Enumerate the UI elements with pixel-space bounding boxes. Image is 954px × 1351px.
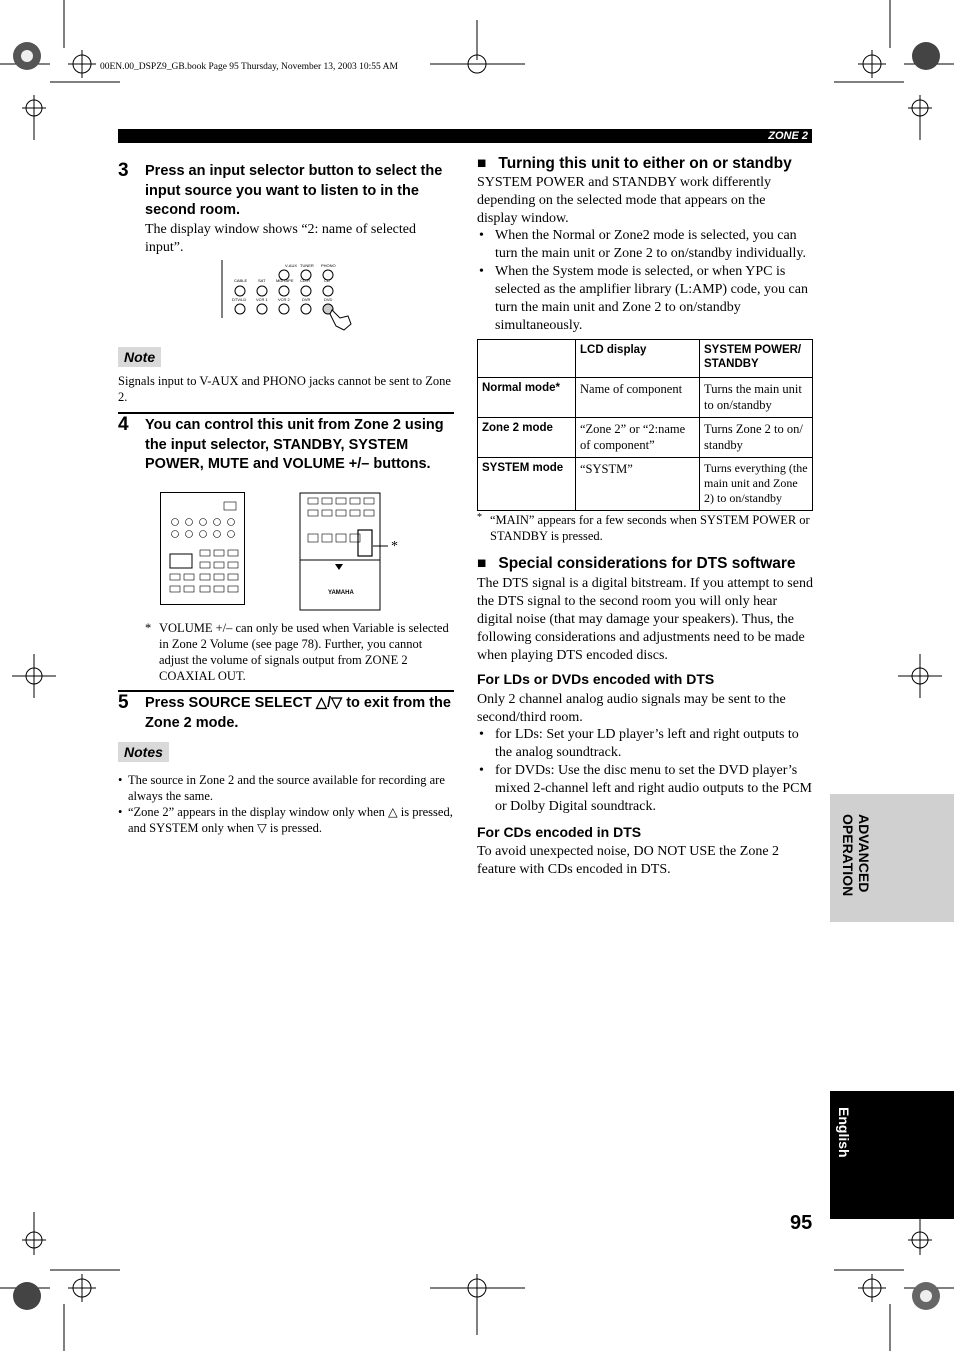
- notes-item: • The source in Zone 2 and the source available for recording are always the same.: [118, 772, 455, 804]
- input-selector-illustration: [220, 258, 352, 332]
- table-row: [478, 418, 813, 458]
- lbl-dvr: DVR: [302, 297, 311, 302]
- side-tab-advanced-operation[interactable]: [830, 794, 954, 922]
- note-text: Signals input to V-AUX and PHONO jacks cannot be sent to Zone 2.: [118, 374, 451, 404]
- subsection-ld-dvd-intro: Only 2 channel analog audio signals may be sent to the second/third room.: [477, 692, 786, 725]
- power-bullet: • When the System mode is selected, or when YPC is selected as the amplifier library (L:AMP) code, you can turn the main unit and Zone 2 to on/standby simultaneously.: [477, 263, 815, 335]
- ld-dvd-bullet: • for DVDs: Use the disc menu to set the DVD player’s mixed 2-channel left and right audio outputs to the PCM or Dolby Digital soundtrack.: [477, 762, 815, 816]
- lbl-tuner: TUNER: [300, 263, 314, 268]
- lbl-dvd: DVD: [324, 297, 333, 302]
- section-power-title-text: Turning this unit to either on or standby: [498, 155, 792, 172]
- table-footnote-mark: *: [477, 512, 482, 523]
- section-marker: ■: [477, 155, 487, 172]
- step-4-rule: [118, 412, 454, 414]
- table-footnote: “MAIN” appears for a few seconds when SYSTEM POWER or STANDBY is pressed.: [490, 513, 810, 543]
- lbl-sat: SAT: [258, 278, 266, 283]
- table-cell: Zone 2 mode: [478, 418, 576, 458]
- brand-logo: YAMAHA: [328, 590, 354, 596]
- lbl-cdr: CD-R: [300, 278, 310, 283]
- table-cell: SYSTEM mode: [478, 458, 576, 511]
- section-marker: ■: [477, 555, 487, 572]
- side-tab-english-label: English: [836, 1107, 852, 1158]
- subsection-cd-title: For CDs encoded in DTS: [477, 824, 642, 840]
- subsection-ld-dvd-title: For LDs or DVDs encoded with DTS: [477, 671, 715, 687]
- lbl-cable: CABLE: [234, 278, 248, 283]
- lbl-vcr1: VCR 1: [256, 297, 268, 302]
- remote-control-illustration: [160, 490, 410, 612]
- section-power-intro: SYSTEM POWER and STANDBY work differently depending on the selected mode that appears on the display window.: [477, 175, 772, 226]
- table-cell: Turns the main unit to on/standby: [700, 378, 813, 418]
- step-3-title: Press an input selector button to select the input source you want to listen to in the second room.: [145, 163, 443, 218]
- power-bullet: • When the Normal or Zone2 mode is selected, you can turn the main unit or Zone 2 to on/standby individually.: [477, 227, 815, 263]
- note-label: Note: [118, 347, 161, 367]
- step-4-footnote: VOLUME +/– can only be used when Variable is selected in Zone 2 Volume (see page 78). Further, you cannot adjust the volume of signals output from ZONE 2 COAXIAL OUT.: [159, 621, 449, 683]
- slash: /: [326, 695, 332, 711]
- lbl-vcr2: VCR 2: [278, 297, 290, 302]
- section-dts-intro: The DTS signal is a digital bitstream. If you attempt to send the DTS signal to the second room you will only hear digital noise (that may damage your speakers). Thus, the following considerations and adjustments need to be made when playing DTS encoded discs.: [477, 576, 813, 663]
- step-5-number: 5: [118, 692, 129, 713]
- notes-item: • “Zone 2” appears in the display window only when △ is pressed, and SYSTEM only when ▽ is pressed.: [118, 804, 455, 836]
- step-3-description: The display window shows “2: name of selected input”.: [145, 222, 416, 255]
- table-row: [478, 378, 813, 418]
- table-cell: “Zone 2” or “2:name of component”: [576, 418, 700, 458]
- lbl-dtvld: DTV/LD: [232, 297, 247, 302]
- section-dts-title: [477, 555, 817, 573]
- page-number: 95: [790, 1212, 813, 1234]
- section-dts-title-text: Special considerations for DTS software: [498, 555, 796, 572]
- step-5-title: [145, 694, 455, 733]
- step-5-rule: [118, 690, 454, 692]
- file-info: 00EN.00_DSPZ9_GB.book Page 95 Thursday, November 13, 2003 10:55 AM: [100, 62, 398, 72]
- subsection-cd-text: To avoid unexpected noise, DO NOT USE the Zone 2 feature with CDs encoded in DTS.: [477, 844, 780, 877]
- table-cell: Turns Zone 2 to on/ standby: [700, 418, 813, 458]
- section-power-bullets: [477, 227, 815, 335]
- table-header-cell: [478, 340, 576, 378]
- side-tab-advanced-operation-label: ADVANCED OPERATION: [840, 814, 872, 897]
- remote-svg: [160, 490, 410, 612]
- side-tab-english[interactable]: [830, 1091, 954, 1219]
- step-3-number: 3: [118, 160, 129, 181]
- lbl-cd: CD: [324, 278, 330, 283]
- down-arrow-icon: ▽: [331, 695, 343, 711]
- step-5-title-b: to exit from the Zone 2 mode.: [145, 695, 451, 731]
- volume-asterisk: *: [391, 539, 398, 554]
- input-selector-svg: [220, 258, 352, 332]
- notes-label: Notes: [118, 742, 169, 762]
- subsection-ld-dvd-bullets: [477, 726, 815, 816]
- ld-dvd-bullet: • for LDs: Set your LD player’s left and right outputs to the analog soundtrack.: [477, 726, 815, 762]
- step-4-number: 4: [118, 414, 129, 435]
- notes-list: [118, 772, 455, 836]
- section-header-bar: [118, 129, 812, 143]
- section-label: ZONE 2: [768, 130, 808, 142]
- table-row: [478, 458, 813, 511]
- table-cell: “SYSTM”: [576, 458, 700, 511]
- step-5-title-a: Press SOURCE SELECT: [145, 695, 316, 711]
- table-header-row: [478, 340, 813, 378]
- step-4-title: You can control this unit from Zone 2 using the input selector, STANDBY, SYSTEM POWER, MUTE and VOLUME +/– buttons.: [145, 417, 444, 472]
- lbl-vaux: V-AUX: [285, 263, 298, 268]
- up-arrow-icon: △: [315, 695, 327, 711]
- table-cell: Name of component: [576, 378, 700, 418]
- table-header-cell: LCD display: [576, 340, 700, 378]
- table-cell: Normal mode*: [478, 378, 576, 418]
- lbl-phono: PHONO: [321, 263, 336, 268]
- table-cell: Turns everything (the main unit and Zone 2) to on/standby: [700, 458, 813, 511]
- section-power-title: [477, 155, 817, 173]
- mode-table: [477, 339, 813, 511]
- lbl-mdtape: MD/TAPE: [276, 278, 294, 283]
- table-header-cell: SYSTEM POWER/ STANDBY: [700, 340, 813, 378]
- step-4-footnote-mark: *: [145, 621, 152, 635]
